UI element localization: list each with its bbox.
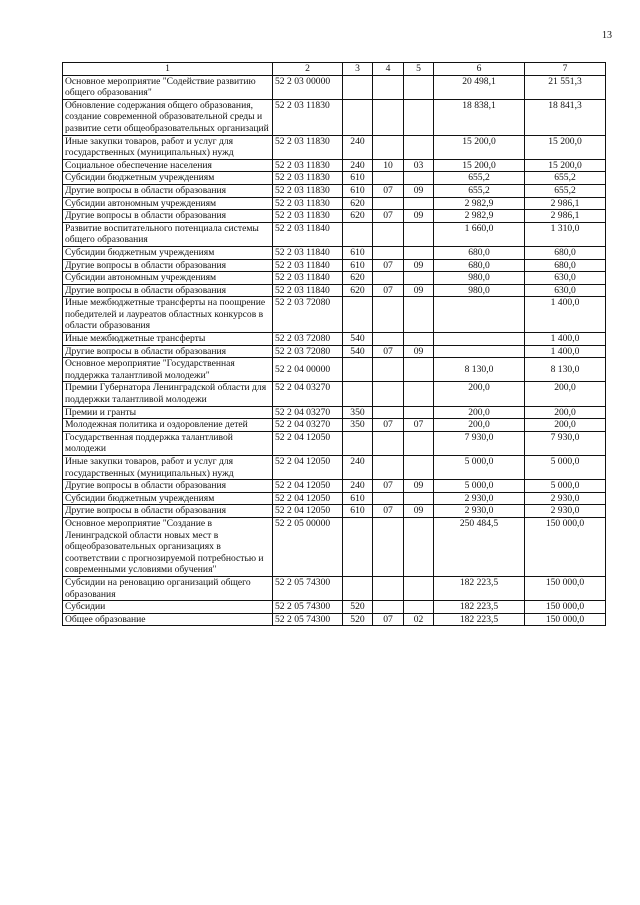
row-subsection-cell [404,456,434,480]
row-code-cell: 52 2 03 11840 [273,259,343,272]
row-amount-cell: 680,0 [434,246,525,259]
table-row [63,480,606,493]
row-code-cell: 52 2 03 11830 [273,172,343,185]
row-amount-cell: 15 200,0 [525,135,606,159]
row-amount-cell [434,297,525,333]
row-section-cell [373,246,404,259]
row-name-cell: Основное мероприятие "Создание в Ленинградской области новых мест в общеобразовательных организациях в соответствии с прогнозируемой потребностью и современными условиями обучения" [63,517,273,576]
row-code-cell: 52 2 03 11830 [273,210,343,223]
row-expense-type-cell: 610 [343,259,373,272]
row-name-cell: Другие вопросы в области образования [63,210,273,223]
row-name-cell: Субсидии бюджетным учреждениям [63,492,273,505]
row-subsection-cell: 09 [404,345,434,358]
row-name-cell: Государственная поддержка талантливой молодежи [63,431,273,455]
row-code-cell: 52 2 03 11830 [273,135,343,159]
row-code-cell: 52 2 03 72080 [273,297,343,333]
row-section-cell: 07 [373,419,404,432]
row-name-cell: Развитие воспитательного потенциала системы общего образования [63,222,273,246]
row-section-cell [373,406,404,419]
row-amount-cell: 1 310,0 [525,222,606,246]
row-subsection-cell [404,99,434,135]
row-amount-cell: 5 000,0 [434,456,525,480]
row-section-cell: 07 [373,345,404,358]
row-name-cell: Общее образование [63,613,273,626]
row-amount-cell: 1 660,0 [434,222,525,246]
row-amount-cell: 7 930,0 [434,431,525,455]
row-section-cell [373,576,404,600]
row-subsection-cell [404,172,434,185]
row-code-cell: 52 2 03 11840 [273,284,343,297]
row-amount-cell: 1 400,0 [525,333,606,346]
row-code-cell: 52 2 03 11840 [273,222,343,246]
row-name-cell: Иные закупки товаров, работ и услуг для государственных (муниципальных) нужд [63,135,273,159]
row-name-cell: Другие вопросы в области образования [63,480,273,493]
table-row [63,184,606,197]
row-amount-cell: 655,2 [434,184,525,197]
row-subsection-cell [404,431,434,455]
table-row [63,601,606,614]
row-code-cell: 52 2 04 03270 [273,419,343,432]
row-subsection-cell [404,492,434,505]
row-amount-cell: 2 930,0 [434,492,525,505]
row-expense-type-cell: 520 [343,601,373,614]
table-row [63,222,606,246]
row-code-cell: 52 2 04 12050 [273,480,343,493]
row-amount-cell: 15 200,0 [434,159,525,172]
row-amount-cell: 680,0 [525,246,606,259]
row-section-cell: 07 [373,505,404,518]
row-code-cell: 52 2 03 72080 [273,345,343,358]
row-amount-cell: 7 930,0 [525,431,606,455]
row-expense-type-cell: 350 [343,419,373,432]
table-row [63,246,606,259]
table-row [63,99,606,135]
table-row [63,345,606,358]
row-expense-type-cell [343,576,373,600]
row-code-cell: 52 2 03 11830 [273,99,343,135]
table-row [63,272,606,285]
row-expense-type-cell [343,382,373,406]
row-expense-type-cell [343,431,373,455]
row-expense-type-cell: 620 [343,272,373,285]
row-code-cell: 52 2 04 03270 [273,406,343,419]
row-amount-cell: 1 400,0 [525,345,606,358]
row-amount-cell: 18 838,1 [434,99,525,135]
row-amount-cell: 2 986,1 [525,197,606,210]
row-name-cell: Молодежная политика и оздоровление детей [63,419,273,432]
row-code-cell: 52 2 03 72080 [273,333,343,346]
row-section-cell: 07 [373,259,404,272]
row-expense-type-cell [343,99,373,135]
row-name-cell: Субсидии бюджетным учреждениям [63,172,273,185]
row-expense-type-cell [343,297,373,333]
row-amount-cell: 680,0 [434,259,525,272]
row-amount-cell: 655,2 [525,184,606,197]
row-subsection-cell [404,246,434,259]
row-code-cell: 52 2 03 11830 [273,184,343,197]
row-section-cell [373,517,404,576]
row-code-cell: 52 2 05 74300 [273,613,343,626]
header-cell: 5 [404,63,434,76]
row-amount-cell: 980,0 [434,272,525,285]
row-expense-type-cell: 540 [343,345,373,358]
row-amount-cell: 200,0 [525,406,606,419]
row-subsection-cell [404,358,434,382]
row-section-cell: 07 [373,613,404,626]
row-expense-type-cell: 240 [343,135,373,159]
row-amount-cell [434,333,525,346]
row-amount-cell: 15 200,0 [434,135,525,159]
row-amount-cell: 5 000,0 [525,456,606,480]
row-amount-cell: 630,0 [525,284,606,297]
row-section-cell: 07 [373,284,404,297]
row-section-cell [373,197,404,210]
row-amount-cell: 15 200,0 [525,159,606,172]
row-subsection-cell [404,135,434,159]
row-amount-cell: 2 930,0 [434,505,525,518]
table-row [63,576,606,600]
row-section-cell: 07 [373,480,404,493]
row-amount-cell: 8 130,0 [525,358,606,382]
row-code-cell: 52 2 05 74300 [273,576,343,600]
row-amount-cell: 5 000,0 [434,480,525,493]
row-expense-type-cell [343,358,373,382]
row-amount-cell: 150 000,0 [525,517,606,576]
header-row [63,63,606,76]
row-code-cell: 52 2 04 12050 [273,505,343,518]
row-section-cell [373,172,404,185]
row-code-cell: 52 2 04 12050 [273,431,343,455]
header-cell: 2 [273,63,343,76]
row-amount-cell: 655,2 [434,172,525,185]
row-section-cell: 07 [373,184,404,197]
row-name-cell: Другие вопросы в области образования [63,284,273,297]
budget-table [62,62,606,626]
table-row [63,259,606,272]
row-expense-type-cell: 610 [343,492,373,505]
row-name-cell: Субсидии автономным учреждениям [63,272,273,285]
row-expense-type-cell: 240 [343,480,373,493]
row-amount-cell: 250 484,5 [434,517,525,576]
row-code-cell: 52 2 04 12050 [273,492,343,505]
row-code-cell: 52 2 03 11840 [273,246,343,259]
row-expense-type-cell: 520 [343,613,373,626]
row-code-cell: 52 2 04 03270 [273,382,343,406]
page-number: 13 [602,30,612,41]
row-section-cell [373,358,404,382]
row-name-cell: Иные закупки товаров, работ и услуг для государственных (муниципальных) нужд [63,456,273,480]
row-amount-cell: 2 986,1 [525,210,606,223]
row-code-cell: 52 2 03 11830 [273,197,343,210]
table-row [63,75,606,99]
table-row [63,135,606,159]
row-amount-cell: 2 982,9 [434,197,525,210]
row-amount-cell: 182 223,5 [434,601,525,614]
table-row [63,284,606,297]
row-section-cell: 07 [373,210,404,223]
row-code-cell: 52 2 04 12050 [273,456,343,480]
table-row [63,613,606,626]
row-amount-cell [434,345,525,358]
row-amount-cell: 21 551,3 [525,75,606,99]
row-section-cell [373,431,404,455]
row-expense-type-cell: 610 [343,505,373,518]
row-section-cell [373,99,404,135]
row-subsection-cell: 03 [404,159,434,172]
row-subsection-cell [404,517,434,576]
row-amount-cell: 200,0 [525,419,606,432]
row-subsection-cell: 09 [404,184,434,197]
row-expense-type-cell: 540 [343,333,373,346]
row-name-cell: Обновление содержания общего образования, создание современной образовательной среды и развитие сети общеобразовательных организаций [63,99,273,135]
table-row [63,358,606,382]
table-row [63,517,606,576]
row-subsection-cell [404,382,434,406]
row-name-cell: Субсидии автономным учреждениям [63,197,273,210]
row-expense-type-cell: 240 [343,159,373,172]
row-amount-cell: 2 930,0 [525,492,606,505]
row-code-cell: 52 2 03 00000 [273,75,343,99]
row-amount-cell: 200,0 [525,382,606,406]
row-subsection-cell [404,222,434,246]
table-row [63,210,606,223]
header-cell: 3 [343,63,373,76]
table-row [63,197,606,210]
row-expense-type-cell: 620 [343,284,373,297]
row-amount-cell: 2 930,0 [525,505,606,518]
table-row [63,172,606,185]
row-name-cell: Основное мероприятие "Содействие развитию общего образования" [63,75,273,99]
row-subsection-cell: 09 [404,480,434,493]
row-section-cell [373,333,404,346]
row-name-cell: Субсидии [63,601,273,614]
table-row [63,333,606,346]
row-name-cell: Премии Губернатора Ленинградской области для поддержки талантливой молодежи [63,382,273,406]
row-expense-type-cell: 610 [343,172,373,185]
row-code-cell: 52 2 03 11830 [273,159,343,172]
row-subsection-cell [404,297,434,333]
table-row [63,431,606,455]
row-amount-cell: 150 000,0 [525,613,606,626]
row-section-cell [373,135,404,159]
row-subsection-cell [404,75,434,99]
row-expense-type-cell: 610 [343,246,373,259]
row-amount-cell: 20 498,1 [434,75,525,99]
row-name-cell: Иные межбюджетные трансферты [63,333,273,346]
row-name-cell: Другие вопросы в области образования [63,259,273,272]
row-expense-type-cell [343,222,373,246]
row-amount-cell: 980,0 [434,284,525,297]
row-subsection-cell [404,272,434,285]
row-section-cell [373,75,404,99]
row-section-cell [373,492,404,505]
table-row [63,456,606,480]
table-row [63,419,606,432]
header-cell: 1 [63,63,273,76]
row-amount-cell: 182 223,5 [434,613,525,626]
row-name-cell: Премии и гранты [63,406,273,419]
row-amount-cell: 5 000,0 [525,480,606,493]
row-name-cell: Социальное обеспечение населения [63,159,273,172]
row-amount-cell: 150 000,0 [525,576,606,600]
row-amount-cell: 630,0 [525,272,606,285]
row-subsection-cell: 09 [404,259,434,272]
row-expense-type-cell [343,517,373,576]
row-name-cell: Субсидии бюджетным учреждениям [63,246,273,259]
table-body [63,75,606,626]
table-row [63,382,606,406]
header-cell: 4 [373,63,404,76]
row-section-cell [373,272,404,285]
table-row [63,505,606,518]
row-name-cell: Основное мероприятие "Государственная поддержка талантливой молодежи" [63,358,273,382]
row-amount-cell: 2 982,9 [434,210,525,223]
row-amount-cell: 182 223,5 [434,576,525,600]
row-section-cell [373,382,404,406]
header-cell: 6 [434,63,525,76]
row-name-cell: Иные межбюджетные трансферты на поощрение победителей и лауреатов областных конкурсов в области образования [63,297,273,333]
row-section-cell [373,297,404,333]
row-subsection-cell: 02 [404,613,434,626]
row-subsection-cell: 09 [404,505,434,518]
row-amount-cell: 680,0 [525,259,606,272]
table-row [63,159,606,172]
row-name-cell: Другие вопросы в области образования [63,345,273,358]
table-row [63,492,606,505]
row-name-cell: Субсидии на реновацию организаций общего образования [63,576,273,600]
row-expense-type-cell: 620 [343,197,373,210]
row-amount-cell: 655,2 [525,172,606,185]
row-subsection-cell: 09 [404,284,434,297]
table-row [63,297,606,333]
row-section-cell: 10 [373,159,404,172]
row-amount-cell: 200,0 [434,382,525,406]
row-section-cell [373,456,404,480]
header-cell: 7 [525,63,606,76]
row-code-cell: 52 2 05 00000 [273,517,343,576]
row-amount-cell: 200,0 [434,406,525,419]
row-code-cell: 52 2 05 74300 [273,601,343,614]
row-expense-type-cell [343,75,373,99]
row-section-cell [373,222,404,246]
row-section-cell [373,601,404,614]
row-amount-cell: 18 841,3 [525,99,606,135]
row-expense-type-cell: 350 [343,406,373,419]
row-subsection-cell [404,406,434,419]
row-name-cell: Другие вопросы в области образования [63,505,273,518]
row-amount-cell: 200,0 [434,419,525,432]
row-subsection-cell: 07 [404,419,434,432]
row-subsection-cell [404,601,434,614]
row-subsection-cell [404,576,434,600]
row-amount-cell: 150 000,0 [525,601,606,614]
row-expense-type-cell: 240 [343,456,373,480]
row-code-cell: 52 2 03 11840 [273,272,343,285]
row-expense-type-cell: 620 [343,210,373,223]
table-row [63,406,606,419]
row-amount-cell: 1 400,0 [525,297,606,333]
row-code-cell: 52 2 04 00000 [273,358,343,382]
row-amount-cell: 8 130,0 [434,358,525,382]
row-subsection-cell [404,333,434,346]
row-subsection-cell [404,197,434,210]
row-name-cell: Другие вопросы в области образования [63,184,273,197]
row-expense-type-cell: 610 [343,184,373,197]
row-subsection-cell: 09 [404,210,434,223]
